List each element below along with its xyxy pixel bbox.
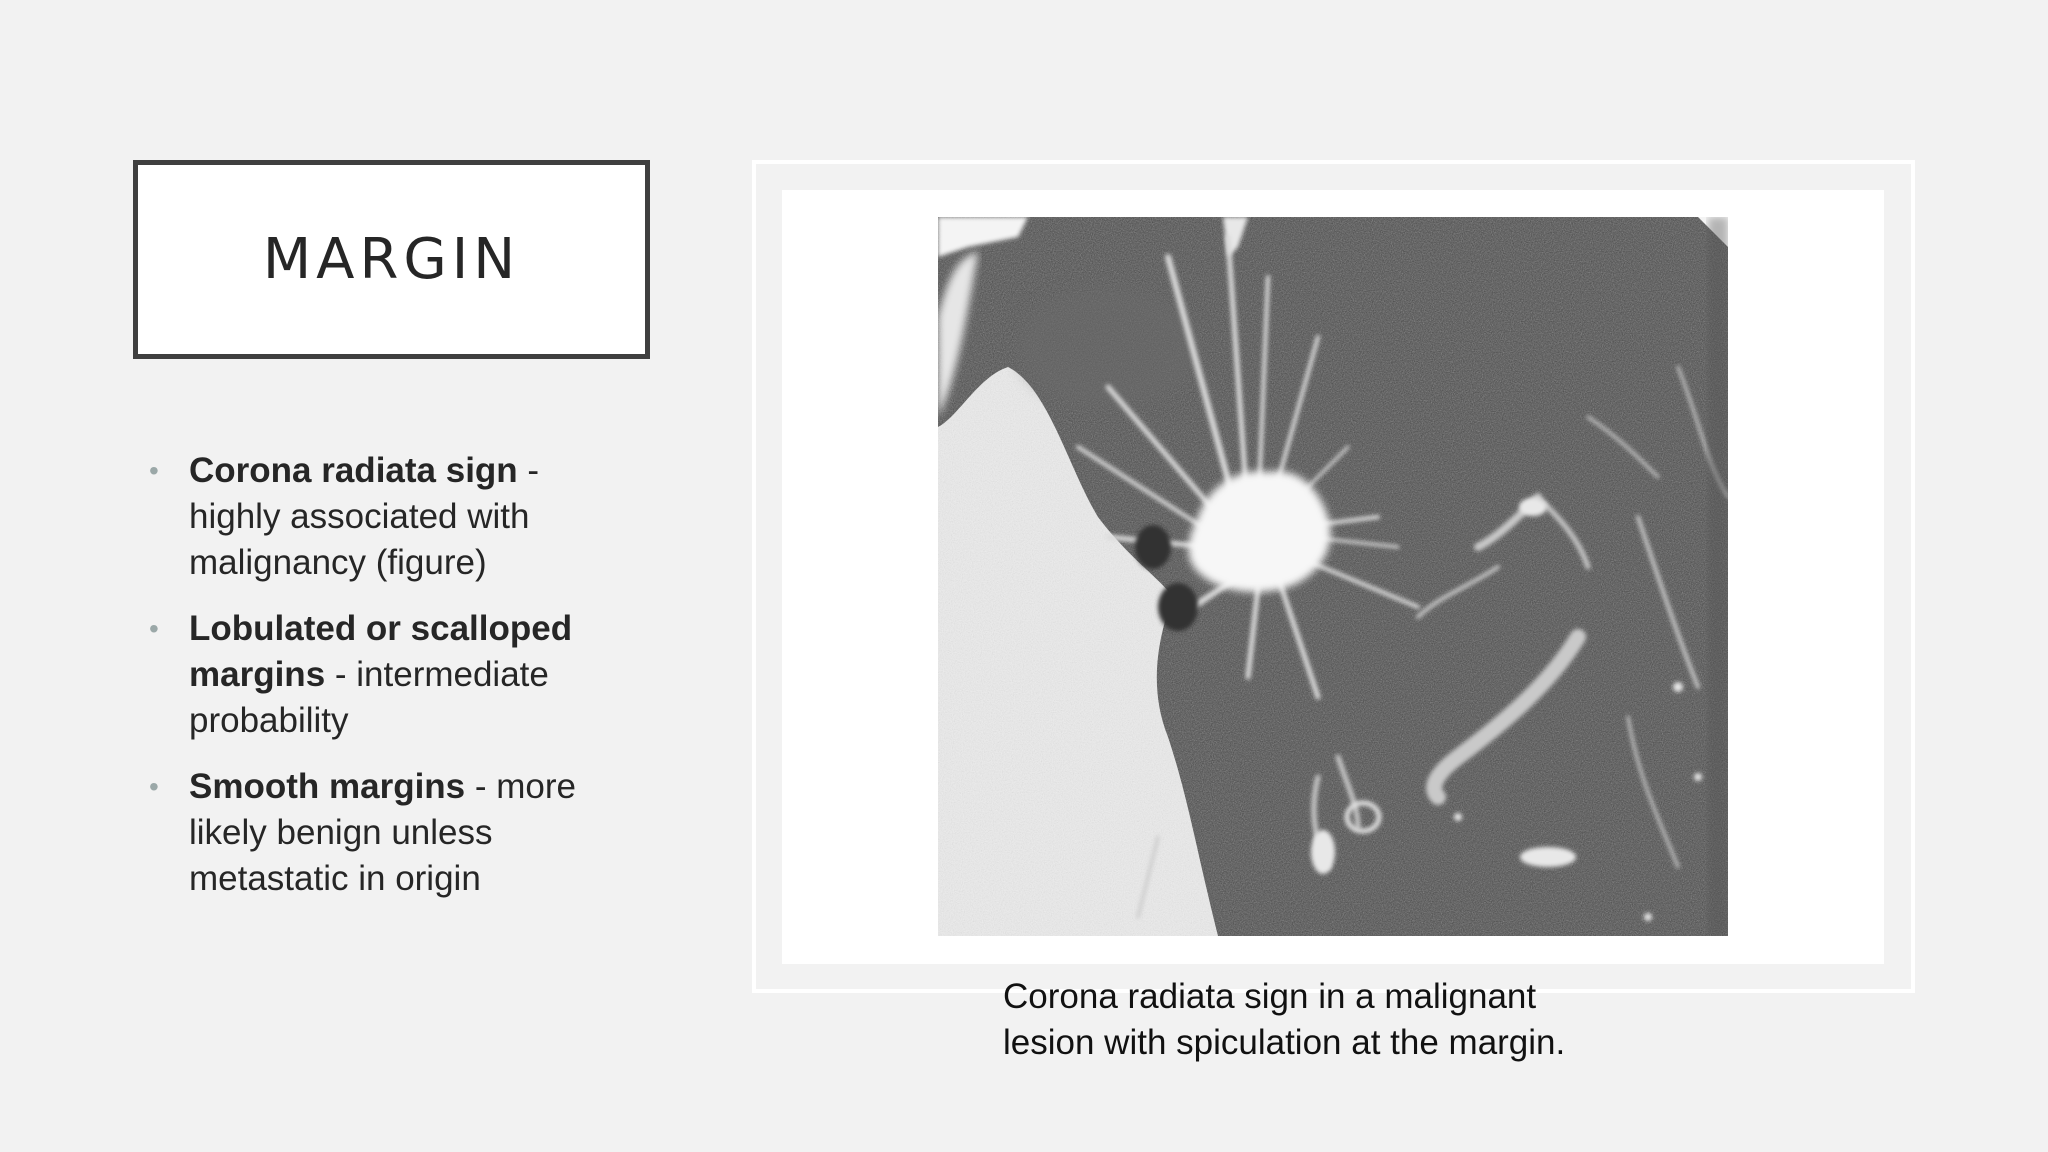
ct-scan-image [938,217,1728,936]
bullet-bold-text: Corona radiata sign [189,451,518,490]
bullet-text: - intermediate probability [189,655,549,740]
bullet-text: - more likely benign unless metastatic in origin [189,767,576,898]
bullet-list [145,448,635,922]
bullet-item [145,764,635,902]
figure-caption: Corona radiata sign in a malignant lesion with spiculation at the margin. [1003,977,1566,1062]
bullet-dot-icon: • [149,771,159,802]
bullet-dot-icon: • [149,613,159,644]
bullet-text: - highly associated with malignancy (figure) [189,451,540,582]
bullet-item [145,448,635,586]
bullet-item [145,606,635,744]
bullet-bold-text: Lobulated or scalloped margins [189,609,573,694]
bullet-bold-text: Smooth margins [189,767,466,806]
title-box [133,160,650,359]
bullet-dot-icon: • [149,455,159,486]
slide-title: MARGIN [262,227,521,292]
